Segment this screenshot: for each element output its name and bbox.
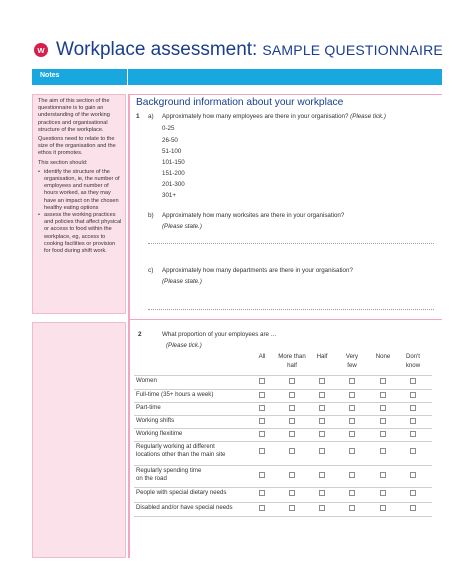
column-header-line-1: Very: [345, 353, 359, 360]
checkbox[interactable]: [410, 392, 416, 398]
checkbox[interactable]: [410, 431, 416, 437]
q1a-option[interactable]: 301+: [162, 192, 176, 199]
row-label-line-1: Part-time: [136, 404, 161, 411]
checkbox[interactable]: [380, 418, 386, 424]
row-label-line-1: Regularly working at different: [136, 443, 215, 450]
checkbox[interactable]: [410, 418, 416, 424]
checkbox[interactable]: [319, 392, 325, 398]
question-1b-prompt: Approximately how many worksites are there in your organisation?: [162, 212, 345, 219]
question-2-hint: (Please tick.): [166, 342, 202, 349]
column-header-line-1: All: [258, 353, 266, 360]
checkbox[interactable]: [259, 431, 265, 437]
notes-para-2: Questions need to relate to the size of the organisation and the ethos it promotes.: [38, 136, 116, 157]
checkbox[interactable]: [289, 490, 295, 496]
q1a-option[interactable]: 151-200: [162, 170, 185, 177]
column-header-line-1: More than: [278, 353, 306, 360]
q1a-option[interactable]: 101-150: [162, 159, 185, 166]
table-row-divider: [134, 375, 432, 376]
checkbox[interactable]: [289, 472, 295, 478]
question-1c-hint: (Please state.): [162, 278, 202, 285]
table-row-divider: [134, 428, 432, 429]
q1c-answer-line[interactable]: [148, 309, 434, 310]
question-2-text: What proportion of your employees are …: [162, 331, 277, 338]
checkbox[interactable]: [319, 472, 325, 478]
checkbox[interactable]: [349, 431, 355, 437]
column-header-line-1: Don't: [405, 353, 421, 360]
question-1a-text: [162, 113, 386, 120]
notes-bullet-2: • assess the working practices and policies that affect physical or access to food within the workplace, eg, access to cooking facilities or provision for food during shift work.: [38, 212, 122, 255]
notes-label: Notes: [40, 72, 60, 79]
checkbox[interactable]: [319, 448, 325, 454]
checkbox[interactable]: [380, 405, 386, 411]
table-row-label: [136, 391, 213, 399]
notes-para-1: The aim of this section of the questionnaire is to gain an understanding of the working practices and organisational structure of the workplace.: [38, 98, 110, 133]
column-header-line-2: [368, 361, 398, 370]
checkbox[interactable]: [410, 472, 416, 478]
checkbox[interactable]: [319, 431, 325, 437]
table-row-divider: [134, 402, 432, 403]
column-header: [247, 352, 277, 370]
table-row-label: [136, 489, 226, 497]
column-header-line-1: None: [375, 353, 391, 360]
row-label-line-1: Full-time (35+ hours a week): [136, 391, 214, 398]
checkbox[interactable]: [410, 405, 416, 411]
checkbox[interactable]: [349, 448, 355, 454]
checkbox[interactable]: [259, 448, 265, 454]
row-label-line-1: Disabled and/or have special needs: [136, 504, 233, 511]
checkbox[interactable]: [349, 405, 355, 411]
checkbox[interactable]: [259, 505, 265, 511]
checkbox[interactable]: [349, 505, 355, 511]
checkbox[interactable]: [410, 505, 416, 511]
question-1c-label: c): [148, 267, 154, 274]
q1a-option[interactable]: 201-300: [162, 181, 185, 188]
table-row-divider: [134, 465, 432, 466]
logo-icon: w: [34, 43, 48, 57]
checkbox[interactable]: [319, 418, 325, 424]
column-header: [398, 352, 428, 370]
checkbox[interactable]: [349, 418, 355, 424]
checkbox[interactable]: [259, 418, 265, 424]
column-header-line-2: [247, 361, 277, 370]
question-1a-hint: (Please tick.): [350, 113, 386, 120]
column-header: [368, 352, 398, 370]
row-label-line-2: locations other than the main site: [136, 451, 226, 458]
question-1b-text: [162, 212, 344, 219]
notes-para-3: This section should:: [38, 159, 88, 166]
checkbox[interactable]: [410, 448, 416, 454]
checkbox[interactable]: [349, 392, 355, 398]
checkbox[interactable]: [319, 505, 325, 511]
content-top-border: [128, 94, 442, 95]
q1a-option[interactable]: 51-100: [162, 148, 182, 155]
notes-panel-bottom: [32, 322, 126, 558]
column-header-line-2: few: [347, 362, 357, 369]
table-row-divider: [134, 441, 432, 442]
column-header: [277, 352, 307, 370]
checkbox[interactable]: [319, 490, 325, 496]
row-label-line-1: Working flexitime: [136, 430, 183, 437]
row-label-line-1: People with special dietary needs: [136, 489, 227, 496]
question-1b-label: b): [148, 212, 154, 219]
notes-bullet-1: • identify the structure of the organisation, ie, the number of employees and number of hours worked, as they may have an impact on the chosen healthy eating options: [38, 169, 122, 212]
question-1a-label: a): [148, 113, 154, 120]
content-left-border: [128, 94, 130, 558]
page-subtitle: SAMPLE QUESTIONNAIRE: [262, 42, 443, 58]
checkbox[interactable]: [410, 490, 416, 496]
question-2-number: 2: [138, 331, 142, 338]
checkbox[interactable]: [380, 505, 386, 511]
table-row-divider: [134, 389, 432, 390]
table-row-label: [136, 417, 174, 425]
checkbox[interactable]: [289, 505, 295, 511]
table-row-label: [136, 504, 233, 512]
checkbox[interactable]: [380, 448, 386, 454]
checkbox[interactable]: [259, 490, 265, 496]
q1a-option[interactable]: 0-25: [162, 125, 175, 132]
table-row-divider: [134, 415, 432, 416]
table-row-divider: [134, 516, 432, 517]
checkbox[interactable]: [289, 378, 295, 384]
row-label-line-1: Working shifts: [136, 417, 175, 424]
column-header-line-2: half: [287, 362, 297, 369]
checkbox[interactable]: [380, 392, 386, 398]
checkbox[interactable]: [289, 405, 295, 411]
column-header: [337, 352, 367, 370]
document-title-bar: [34, 36, 454, 64]
table-row-label: [136, 443, 225, 459]
checkbox[interactable]: [289, 448, 295, 454]
header-divider: [127, 69, 128, 85]
question-1b-hint: (Please state.): [162, 223, 202, 230]
section-divider: [128, 319, 442, 320]
q1a-option[interactable]: 26-50: [162, 137, 178, 144]
checkbox[interactable]: [289, 392, 295, 398]
checkbox[interactable]: [349, 378, 355, 384]
table-row-label: [136, 430, 182, 438]
checkbox[interactable]: [410, 378, 416, 384]
checkbox[interactable]: [289, 431, 295, 437]
table-row-divider: [134, 487, 432, 488]
column-header-line-2: know: [405, 362, 421, 369]
checkbox[interactable]: [259, 405, 265, 411]
column-header: [307, 352, 337, 370]
question-1a-prompt: Approximately how many employees are there in your organisation?: [162, 113, 349, 120]
table-row-label: [136, 377, 157, 385]
checkbox[interactable]: [380, 378, 386, 384]
question-1c-prompt: Approximately how many departments are there in your organisation?: [162, 267, 353, 274]
question-1c-text: [162, 267, 353, 274]
notes-bullets: [38, 169, 122, 255]
notes-header-bar: [32, 69, 442, 85]
checkbox[interactable]: [259, 472, 265, 478]
row-label-line-1: Regularly spending time: [136, 467, 202, 474]
notes-text: [38, 98, 122, 257]
checkbox[interactable]: [349, 472, 355, 478]
table-row-divider: [134, 502, 432, 503]
checkbox[interactable]: [259, 392, 265, 398]
q1b-answer-line[interactable]: [148, 243, 434, 244]
table-row-label: [136, 467, 201, 483]
section-title: Background information about your workplace: [136, 97, 344, 108]
row-label-line-1: Women: [136, 377, 157, 384]
checkbox[interactable]: [289, 418, 295, 424]
question-1-number: 1: [136, 113, 140, 120]
checkbox[interactable]: [380, 490, 386, 496]
column-header-line-1: Half: [316, 353, 328, 360]
table-row-label: [136, 404, 161, 412]
checkbox[interactable]: [349, 490, 355, 496]
page-title: Workplace assessment:: [56, 39, 258, 60]
checkbox[interactable]: [319, 405, 325, 411]
column-header-line-2: [307, 361, 337, 370]
checkbox[interactable]: [259, 378, 265, 384]
checkbox[interactable]: [380, 472, 386, 478]
row-label-line-2: on the road: [136, 475, 167, 482]
checkbox[interactable]: [319, 378, 325, 384]
checkbox[interactable]: [380, 431, 386, 437]
